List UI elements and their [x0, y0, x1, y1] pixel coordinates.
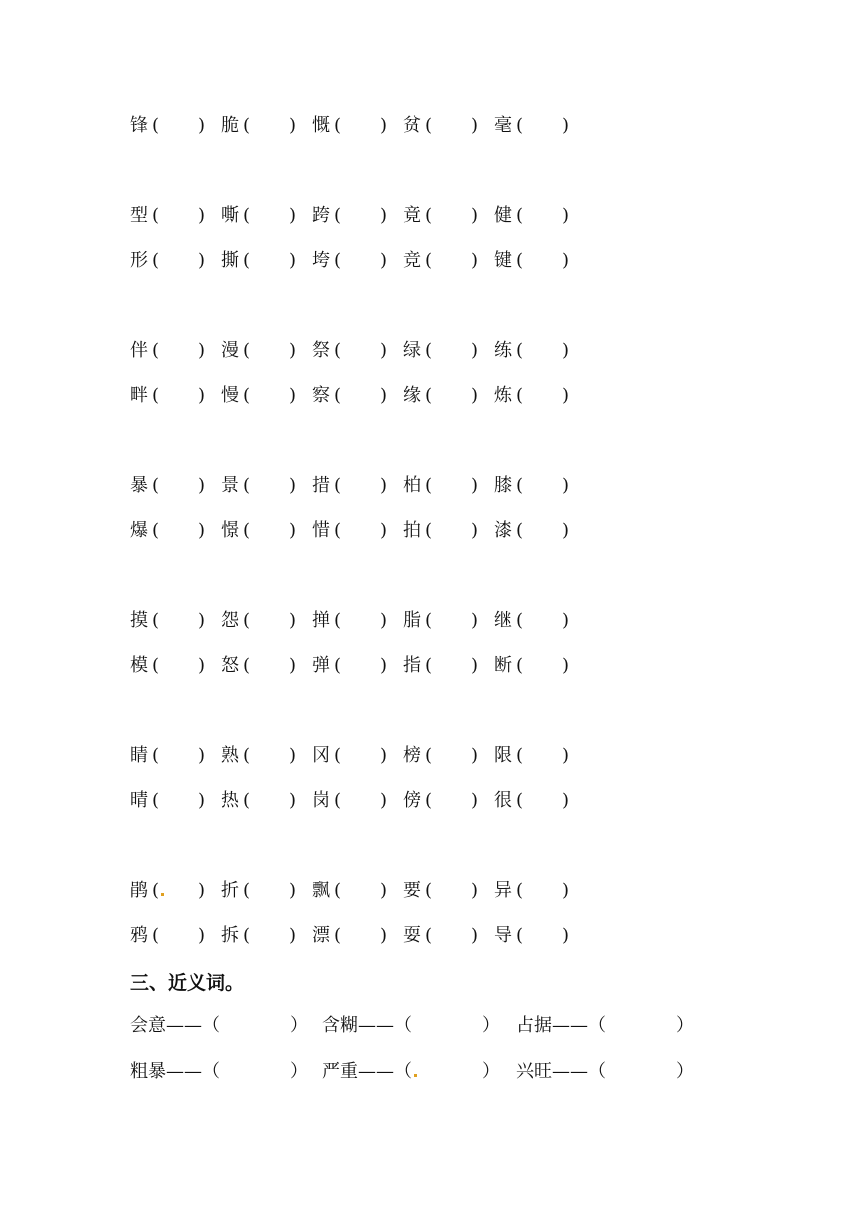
char-cell [403, 741, 478, 771]
paren-close: ) [198, 610, 206, 631]
char: 慢 [221, 385, 239, 406]
char: 断 [494, 655, 512, 676]
char: 冈 [312, 745, 330, 766]
paren-open: ( [334, 610, 342, 631]
char: 拍 [403, 520, 421, 541]
char-cell [130, 606, 205, 636]
paren-open: ( [152, 205, 160, 226]
char: 热 [221, 790, 239, 811]
paren-close: ) [562, 385, 570, 406]
char: 脆 [221, 115, 239, 136]
char: 继 [494, 610, 512, 631]
paren-open: ( [516, 745, 524, 766]
char-cell [221, 336, 296, 366]
char: 岗 [312, 790, 330, 811]
ink-dot-mark [414, 1074, 417, 1077]
char-cell [221, 741, 296, 771]
char: 怒 [221, 655, 239, 676]
char: 畔 [130, 385, 148, 406]
char: 锋 [130, 115, 148, 136]
paren-open: ( [516, 385, 524, 406]
char: 漫 [221, 340, 239, 361]
char-cell [494, 651, 569, 681]
char-cell [130, 336, 205, 366]
char: 型 [130, 205, 148, 226]
char: 形 [130, 250, 148, 271]
paren-open: ( [334, 745, 342, 766]
paren-close: ） [676, 1015, 694, 1036]
paren-close: ） [290, 1061, 308, 1082]
ink-dot-mark [161, 893, 164, 896]
char-cell [130, 741, 205, 771]
paren-close: ) [380, 475, 388, 496]
paren-open: ( [516, 340, 524, 361]
paren-open: ( [425, 880, 433, 901]
paren-open: ( [243, 790, 251, 811]
paren-close: ) [289, 745, 297, 766]
paren-open: ( [243, 205, 251, 226]
paren-open: ( [334, 475, 342, 496]
char-cell [130, 381, 205, 411]
paren-open: ( [425, 475, 433, 496]
char: 柏 [403, 475, 421, 496]
char-cell [312, 606, 387, 636]
char: 脂 [403, 610, 421, 631]
section-heading: 三、近义词。 [130, 972, 245, 994]
paren-open: ( [152, 876, 198, 906]
paren-open: （ [202, 1061, 220, 1082]
char-cell [130, 651, 205, 681]
paren-open: ( [152, 520, 160, 541]
char: 晴 [130, 790, 148, 811]
char-cell [221, 111, 296, 141]
char: 摸 [130, 610, 148, 631]
char-cell [130, 876, 205, 906]
char-cell [494, 381, 569, 411]
char-cell [312, 876, 387, 906]
paren-open: ( [152, 925, 160, 946]
char: 暴 [130, 475, 148, 496]
paren-open: ( [516, 520, 524, 541]
char: 垮 [312, 250, 330, 271]
paren-open: ( [334, 790, 342, 811]
paren-open: ( [152, 745, 160, 766]
paren-open: （ [394, 1015, 412, 1036]
paren-open: （ [588, 1061, 606, 1082]
char: 怨 [221, 610, 239, 631]
char-cell [494, 336, 569, 366]
char-cell [130, 246, 205, 276]
paren-close: ) [562, 520, 570, 541]
char-cell [403, 246, 478, 276]
paren-close: ) [471, 115, 479, 136]
paren-open: ( [334, 340, 342, 361]
paren-close: ) [289, 475, 297, 496]
char: 折 [221, 880, 239, 901]
char-cell [494, 111, 569, 141]
char-cell [403, 876, 478, 906]
paren-open: ( [334, 205, 342, 226]
char: 竞 [403, 250, 421, 271]
char: 导 [494, 925, 512, 946]
char: 鸦 [130, 925, 148, 946]
paren-close: ) [289, 205, 297, 226]
paren-open: ( [152, 655, 160, 676]
char-cell [494, 876, 569, 906]
paren-close: ) [562, 115, 570, 136]
char-cell [221, 606, 296, 636]
char: 毫 [494, 115, 512, 136]
paren-open: ( [425, 520, 433, 541]
paren-open: ( [334, 925, 342, 946]
char-cell [221, 786, 296, 816]
char-cell [221, 651, 296, 681]
paren-open: ( [334, 385, 342, 406]
char-cell [312, 201, 387, 231]
paren-open: ( [425, 790, 433, 811]
synonym-item [516, 1057, 694, 1087]
char-cell [403, 111, 478, 141]
paren-open: ( [152, 475, 160, 496]
char: 指 [403, 655, 421, 676]
char: 景 [221, 475, 239, 496]
paren-close: ) [289, 385, 297, 406]
char-cell [221, 471, 296, 501]
char-cell [494, 246, 569, 276]
paren-close: ) [562, 475, 570, 496]
paren-close: ) [380, 610, 388, 631]
char-cell [221, 921, 296, 951]
char: 异 [494, 880, 512, 901]
char: 榜 [403, 745, 421, 766]
char: 跨 [312, 205, 330, 226]
paren-close: ） [482, 1061, 500, 1082]
paren-open: （ [588, 1015, 606, 1036]
paren-open: ( [516, 115, 524, 136]
char-cell [312, 651, 387, 681]
char-cell [494, 606, 569, 636]
paren-close: ) [471, 250, 479, 271]
paren-close: ) [471, 790, 479, 811]
paren-close: ) [380, 250, 388, 271]
char: 傍 [403, 790, 421, 811]
char-cell [130, 921, 205, 951]
paren-open: ( [516, 880, 524, 901]
char: 鹃 [130, 880, 148, 901]
char: 熟 [221, 745, 239, 766]
paren-open: ( [243, 745, 251, 766]
paren-close: ) [471, 925, 479, 946]
char: 措 [312, 475, 330, 496]
char-cell [312, 741, 387, 771]
paren-close: ) [380, 880, 388, 901]
char: 漆 [494, 520, 512, 541]
paren-close: ） [482, 1015, 500, 1036]
char: 祭 [312, 340, 330, 361]
paren-close: ） [290, 1015, 308, 1036]
paren-open: ( [516, 475, 524, 496]
paren-open: ( [243, 655, 251, 676]
paren-close: ) [380, 115, 388, 136]
char: 掸 [312, 610, 330, 631]
char: 练 [494, 340, 512, 361]
char-cell [312, 381, 387, 411]
paren-close: ) [380, 340, 388, 361]
char-cell [312, 336, 387, 366]
paren-close: ) [562, 340, 570, 361]
paren-open: （ [394, 1061, 412, 1082]
char: 要 [403, 880, 421, 901]
char: 爆 [130, 520, 148, 541]
paren-close: ) [471, 880, 479, 901]
char-cell [494, 471, 569, 501]
char-cell [494, 201, 569, 231]
char: 撕 [221, 250, 239, 271]
char: 竟 [403, 205, 421, 226]
paren-open: ( [516, 790, 524, 811]
char: 键 [494, 250, 512, 271]
char: 伴 [130, 340, 148, 361]
char-cell [130, 111, 205, 141]
paren-open: ( [425, 340, 433, 361]
char-cell [130, 786, 205, 816]
paren-close: ) [289, 250, 297, 271]
paren-open: ( [243, 475, 251, 496]
char: 健 [494, 205, 512, 226]
paren-close: ) [471, 340, 479, 361]
char-cell [403, 651, 478, 681]
paren-open: ( [243, 610, 251, 631]
paren-open: ( [334, 655, 342, 676]
char-cell [312, 921, 387, 951]
char-cell [221, 246, 296, 276]
paren-close: ) [198, 655, 206, 676]
paren-close: ) [289, 880, 297, 901]
char: 慨 [312, 115, 330, 136]
paren-close: ) [289, 115, 297, 136]
paren-close: ) [289, 790, 297, 811]
char-cell [130, 516, 205, 546]
paren-close: ) [380, 790, 388, 811]
paren-open: ( [516, 205, 524, 226]
char-cell [221, 201, 296, 231]
paren-open: ( [243, 340, 251, 361]
char: 炼 [494, 385, 512, 406]
char-cell [312, 246, 387, 276]
paren-close: ) [198, 340, 206, 361]
paren-open: ( [425, 115, 433, 136]
char: 睛 [130, 745, 148, 766]
answer-blank [412, 1057, 482, 1087]
synonym-word: 占据—— [516, 1015, 588, 1036]
paren-close: ) [562, 610, 570, 631]
paren-close: ) [562, 655, 570, 676]
paren-close: ) [562, 880, 570, 901]
paren-close: ) [562, 205, 570, 226]
paren-close: ) [471, 655, 479, 676]
paren-close: ) [289, 655, 297, 676]
char: 漂 [312, 925, 330, 946]
paren-close: ） [676, 1061, 694, 1082]
paren-close: ) [562, 925, 570, 946]
paren-open: ( [152, 115, 160, 136]
paren-close: ) [471, 475, 479, 496]
paren-close: ) [289, 925, 297, 946]
char: 模 [130, 655, 148, 676]
synonym-word: 会意—— [130, 1015, 202, 1036]
char: 嘶 [221, 205, 239, 226]
paren-open: ( [425, 745, 433, 766]
paren-open: ( [425, 205, 433, 226]
paren-open: ( [243, 520, 251, 541]
char-cell [221, 876, 296, 906]
char: 憬 [221, 520, 239, 541]
paren-open: ( [334, 115, 342, 136]
paren-open: （ [202, 1015, 220, 1036]
paren-open: ( [516, 655, 524, 676]
paren-close: ) [562, 250, 570, 271]
paren-open: ( [243, 115, 251, 136]
char-cell [403, 921, 478, 951]
paren-open: ( [152, 250, 160, 271]
paren-open: ( [425, 655, 433, 676]
paren-close: ) [471, 385, 479, 406]
paren-open: ( [425, 925, 433, 946]
paren-close: ) [198, 475, 206, 496]
paren-open: ( [425, 385, 433, 406]
char: 耍 [403, 925, 421, 946]
char-cell [403, 336, 478, 366]
paren-close: ) [289, 610, 297, 631]
paren-open: ( [334, 520, 342, 541]
paren-close: ) [380, 655, 388, 676]
char: 拆 [221, 925, 239, 946]
char-cell [494, 786, 569, 816]
char-cell [312, 516, 387, 546]
paren-close: ) [198, 250, 206, 271]
char-cell [403, 606, 478, 636]
char-cell [403, 201, 478, 231]
char: 缘 [403, 385, 421, 406]
paren-open: ( [334, 250, 342, 271]
paren-close: ) [380, 385, 388, 406]
char-cell [221, 381, 296, 411]
paren-open: ( [152, 790, 160, 811]
synonym-word: 含糊—— [322, 1015, 394, 1036]
char-cell [403, 381, 478, 411]
paren-open: ( [516, 250, 524, 271]
paren-open: ( [243, 250, 251, 271]
paren-close: ) [471, 745, 479, 766]
synonym-word: 兴旺—— [516, 1061, 588, 1082]
paren-close: ) [562, 745, 570, 766]
paren-close: ) [198, 205, 206, 226]
paren-close: ) [380, 925, 388, 946]
paren-open: ( [243, 880, 251, 901]
paren-open: ( [425, 250, 433, 271]
synonym-word: 严重—— [322, 1061, 394, 1082]
synonym-word: 粗暴—— [130, 1061, 202, 1082]
synonym-item [130, 1057, 308, 1087]
paren-close: ) [380, 520, 388, 541]
paren-close: ) [198, 520, 206, 541]
char-cell [130, 201, 205, 231]
char: 弹 [312, 655, 330, 676]
char-cell [312, 471, 387, 501]
paren-open: ( [243, 925, 251, 946]
char: 惜 [312, 520, 330, 541]
char-cell [403, 786, 478, 816]
paren-open: ( [425, 610, 433, 631]
paren-open: ( [516, 925, 524, 946]
paren-close: ) [380, 745, 388, 766]
paren-close: ) [198, 790, 206, 811]
char-cell [221, 516, 296, 546]
char: 飘 [312, 880, 330, 901]
char-cell [312, 786, 387, 816]
char: 绿 [403, 340, 421, 361]
char-cell [403, 516, 478, 546]
paren-close: ) [198, 745, 206, 766]
char-cell [403, 471, 478, 501]
paren-close: ) [198, 880, 206, 901]
char-cell [494, 516, 569, 546]
char: 限 [494, 745, 512, 766]
synonym-item [130, 1011, 308, 1041]
paren-open: ( [152, 610, 160, 631]
char-cell [312, 111, 387, 141]
char-cell [494, 921, 569, 951]
paren-open: ( [152, 340, 160, 361]
paren-close: ) [198, 115, 206, 136]
paren-close: ) [471, 610, 479, 631]
paren-close: ) [198, 925, 206, 946]
paren-open: ( [334, 880, 342, 901]
synonym-item [322, 1057, 500, 1087]
paren-close: ) [562, 790, 570, 811]
paren-close: ) [380, 205, 388, 226]
char: 察 [312, 385, 330, 406]
paren-open: ( [152, 385, 160, 406]
char: 很 [494, 790, 512, 811]
paren-close: ) [289, 520, 297, 541]
paren-open: ( [516, 610, 524, 631]
char-cell [494, 741, 569, 771]
synonym-item [516, 1011, 694, 1041]
paren-close: ) [289, 340, 297, 361]
char: 贫 [403, 115, 421, 136]
char: 膝 [494, 475, 512, 496]
paren-open: ( [243, 385, 251, 406]
char-cell [130, 471, 205, 501]
paren-close: ) [471, 205, 479, 226]
paren-close: ) [198, 385, 206, 406]
synonym-item [322, 1011, 500, 1041]
paren-close: ) [471, 520, 479, 541]
